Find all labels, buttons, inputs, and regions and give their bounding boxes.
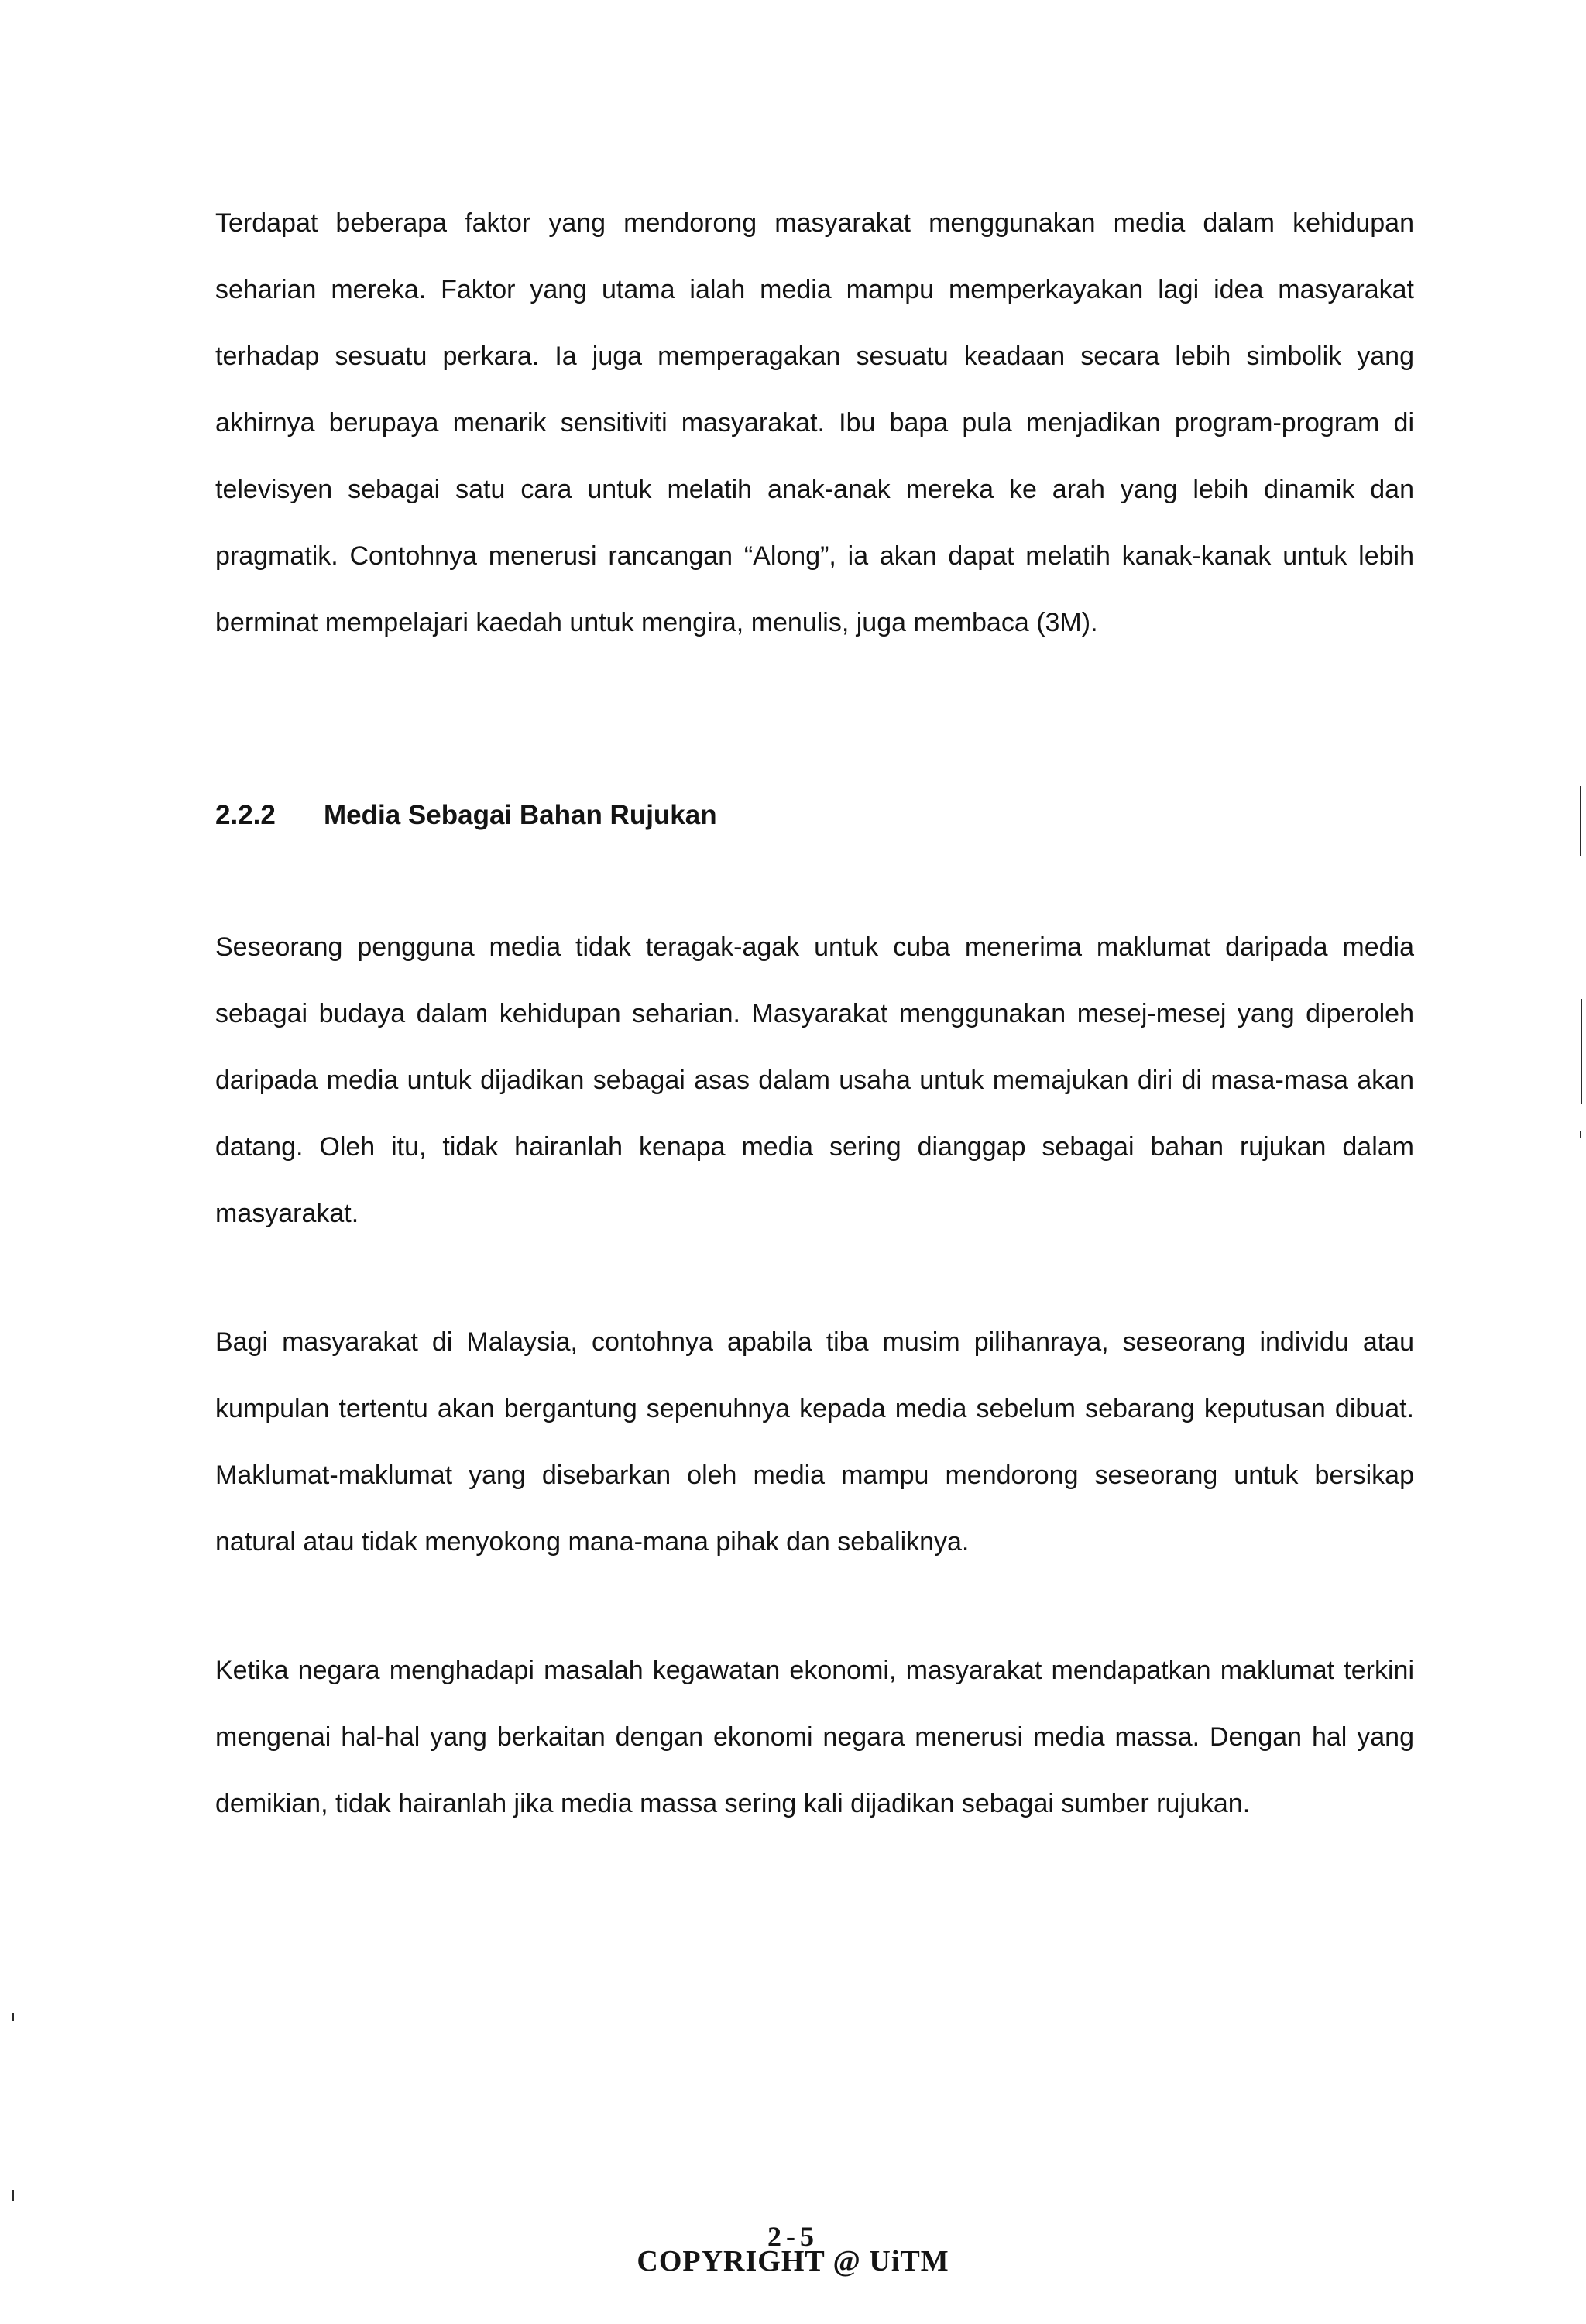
page-number: 2-5 [767, 2221, 819, 2252]
paragraph-2: Seseorang pengguna media tidak teragak-agak untuk cuba menerima maklumat daripada media sebagai budaya dalam kehidupan seharian. Masyarakat menggunakan mesej-mesej yang diperoleh daripada media untuk dijadikan sebagai asas dalam usaha untuk memajukan diri di masa-masa akan datang. Oleh itu, tidak hairanlah kenapa media sering dianggap sebagai bahan rujukan dalam masyarakat. [215, 932, 1414, 1228]
section-number: 2.2.2 [215, 800, 276, 830]
paragraph-4: Ketika negara menghadapi masalah kegawatan ekonomi, masyarakat mendapatkan maklumat terkini mengenai hal-hal yang berkaitan dengan ekonomi negara menerusi media massa. Dengan hal yang demikian, tidak hairanlah jika media massa sering kali dijadikan sebagai sumber rujukan. [215, 1656, 1414, 1818]
scan-mark-right-1 [1580, 786, 1581, 856]
section-title: Media Sebagai Bahan Rujukan [324, 800, 717, 830]
copyright-footer: COPYRIGHT @ UiTM [637, 2245, 949, 2278]
scan-mark-right-3 [1580, 1131, 1581, 1138]
scan-mark-right-2 [1581, 999, 1582, 1104]
paragraph-1: Terdapat beberapa faktor yang mendorong masyarakat menggunakan media dalam kehidupan seharian mereka. Faktor yang utama ialah media mampu memperkayakan lagi idea masyarakat terhadap sesuatu perkara. Ia juga memperagakan sesuatu keadaan secara lebih simbolik yang akhirnya berupaya menarik sensitiviti masyarakat. Ibu bapa pula menjadikan program-program di televisyen sebagai satu cara untuk melatih anak-anak mereka ke arah yang lebih dinamik dan pragmatik. Contohnya menerusi rancangan “Along”, ia akan dapat melatih kanak-kanak untuk lebih berminat mempelajari kaedah untuk mengira, menulis, juga membaca (3M). [215, 208, 1414, 637]
scan-mark-left-1 [12, 2013, 14, 2021]
paragraph-3: Bagi masyarakat di Malaysia, contohnya apabila tiba musim pilihanraya, seseorang individu atau kumpulan tertentu akan bergantung sepenuhnya kepada media sebelum sebarang keputusan dibuat. Maklumat-maklumat yang disebarkan oleh media mampu mendorong seseorang untuk bersikap natural atau tidak menyokong mana-mana pihak dan sebaliknya. [215, 1327, 1414, 1557]
scan-mark-left-2 [12, 2190, 14, 2201]
section-heading [215, 790, 717, 841]
